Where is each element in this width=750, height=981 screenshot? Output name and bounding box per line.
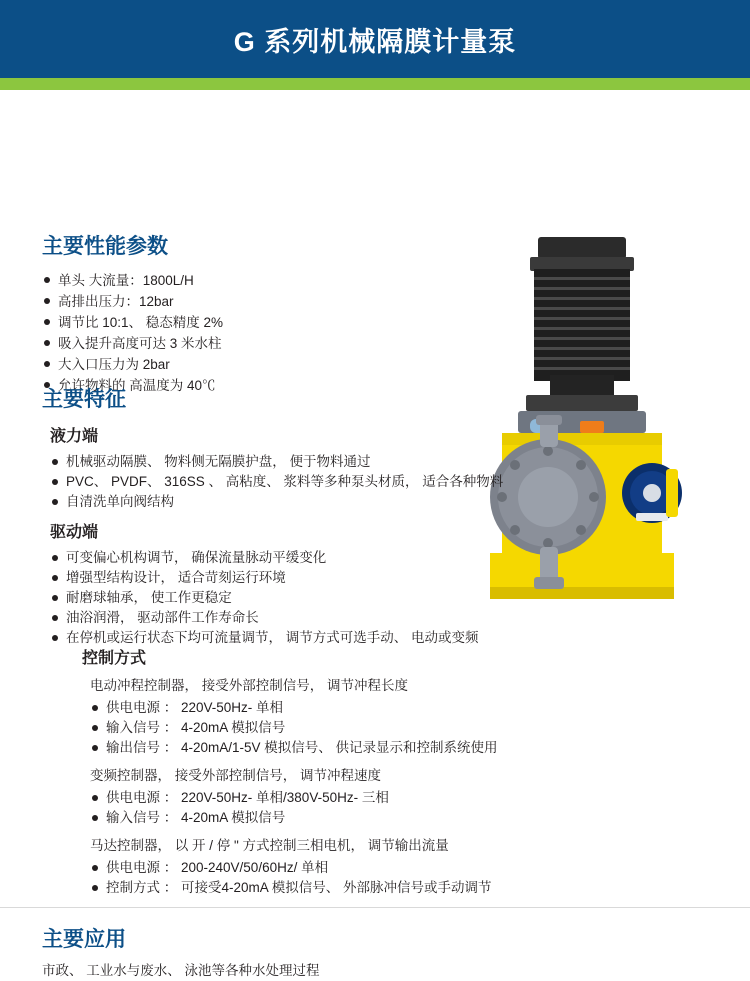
section-performance — [42, 230, 462, 396]
list-item: 控制方式 ： 可接受4-20mA 模拟信号、 外部脉冲信号或手动调节 — [90, 878, 642, 898]
list-item: 机械驱动隔膜、 物料侧无隔膜护盘， 便于物料通过 — [50, 452, 512, 472]
control-heading: 控制方式 — [82, 650, 147, 667]
performance-list — [42, 270, 462, 396]
list-item: 吸入提升高度可达 3 米水柱 — [42, 333, 462, 354]
drive-end-list — [50, 548, 542, 648]
list-item: 供电电源 ： 220V-50Hz- 单相 — [90, 698, 642, 718]
liquid-end-title: 液力端 — [50, 428, 99, 445]
list-item: 增强型结构设计， 适合苛刻运行环境 — [50, 568, 542, 588]
performance-heading: 主要性能参数 — [42, 235, 168, 258]
control-group-intro: 马达控制器， 以 开 / 停 " 方式控制三相电机， 调节输出流量 — [90, 838, 449, 853]
liquid-end-list — [50, 452, 512, 512]
list-item: 耐磨球轴承， 使工作更稳定 — [50, 588, 542, 608]
list-item: 调节比 10:1、 稳态精度 2% — [42, 312, 462, 333]
list-item: PVC、 PVDF、 316SS 、 高粘度、 浆料等多种泵头材质， 适合各种物料 — [50, 472, 512, 492]
control-group-list — [90, 788, 642, 828]
list-item: 供电电源 ： 220V-50Hz- 单相/380V-50Hz- 三相 — [90, 788, 642, 808]
list-item: 输入信号 ： 4-20mA 模拟信号 — [90, 808, 642, 828]
control-group-intro: 变频控制器， 接受外部控制信号， 调节冲程速度 — [90, 768, 382, 783]
control-group-motor — [82, 836, 642, 898]
page-title: G 系列机械隔膜计量泵 — [233, 26, 517, 57]
control-group-electric-stroke — [82, 676, 642, 758]
list-item: 大入口压力为 2bar — [42, 354, 462, 375]
list-item: 输出信号 ： 4-20mA/1-5V 模拟信号、 供记录显示和控制系统使用 — [90, 738, 642, 758]
header-white-rule — [0, 90, 750, 95]
list-item: 可变偏心机构调节， 确保流量脉动平缓变化 — [50, 548, 542, 568]
control-group-intro: 电动冲程控制器， 接受外部控制信号， 调节冲程长度 — [90, 678, 409, 693]
list-item: 允许物料的 高温度为 40℃ — [42, 375, 462, 396]
application-text: 市政、 工业水与废水、 泳池等各种水处理过程 — [42, 963, 320, 978]
control-group-list — [90, 698, 642, 758]
control-group-vfd — [82, 766, 642, 828]
section-drive-end — [42, 515, 542, 648]
list-item: 自清洗单向阀结构 — [50, 492, 512, 512]
section-application — [42, 923, 642, 981]
list-item: 输入信号 ： 4-20mA 模拟信号 — [90, 718, 642, 738]
section-features — [42, 383, 512, 512]
header-green-rule — [0, 78, 750, 90]
section-divider — [0, 907, 750, 908]
page-header — [0, 0, 750, 78]
features-heading: 主要特征 — [42, 388, 126, 411]
list-item: 单头 大流量：1800L/H — [42, 270, 462, 291]
list-item: 在停机或运行状态下均可流量调节， 调节方式可选手动、 电动或变频 — [50, 628, 542, 648]
control-group-list — [90, 858, 642, 898]
list-item: 油浴润滑， 驱动部件工作寿命长 — [50, 608, 542, 628]
list-item: 高排出压力：12bar — [42, 291, 462, 312]
section-control — [82, 645, 642, 902]
application-heading: 主要应用 — [42, 928, 126, 951]
drive-end-title: 驱动端 — [50, 524, 99, 541]
list-item: 供电电源 ： 200-240V/50/60Hz/ 单相 — [90, 858, 642, 878]
